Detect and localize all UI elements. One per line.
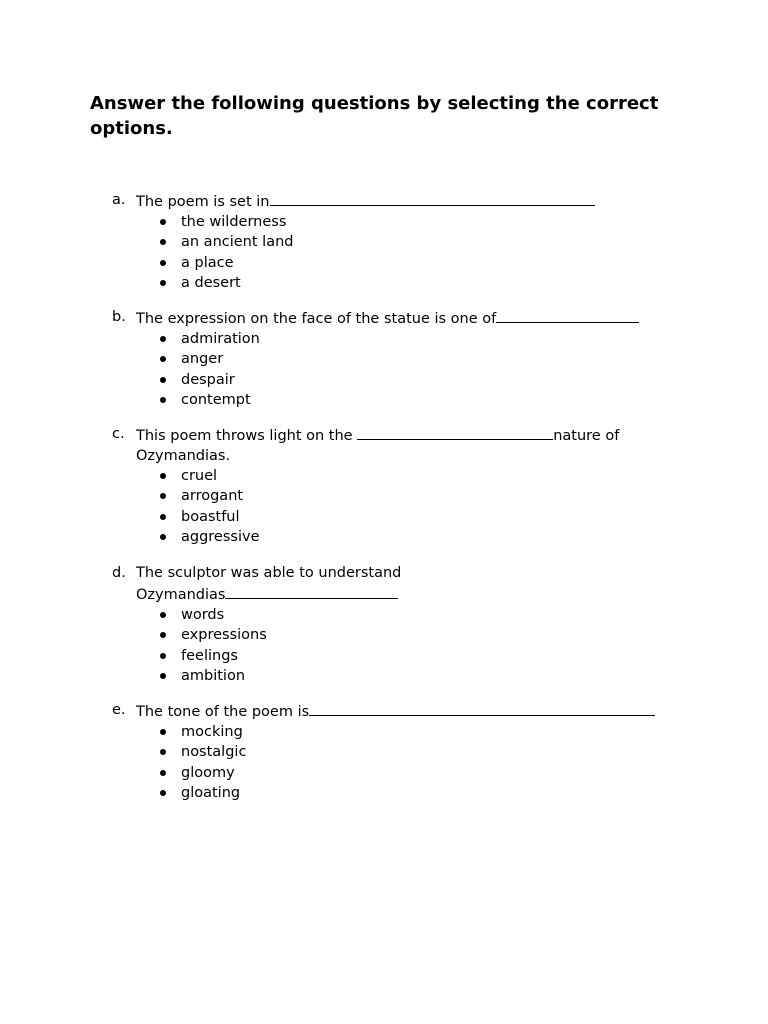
option-label: nostalgic [181,744,247,761]
bullet-icon [160,280,166,286]
question-letter: a. [112,192,126,208]
bullet-icon [160,632,166,638]
option-item[interactable] [158,390,712,410]
bullet-icon [160,473,166,479]
options-list [158,605,712,686]
bullet-icon [160,612,166,618]
question-a [112,190,712,293]
bullet-icon [160,260,166,266]
option-label: despair [181,371,235,388]
option-label: admiration [181,331,260,347]
option-item[interactable] [158,742,712,762]
question-d [112,563,712,686]
bullet-icon [160,377,166,383]
bullet-icon [160,336,166,342]
options-list [158,466,712,547]
bullet-icon [160,749,166,755]
bullet-icon [160,397,166,403]
question-letter: d. [112,565,126,581]
option-item[interactable] [158,646,712,666]
options-list [158,212,712,293]
question-continuation: Ozymandias. [136,448,231,464]
option-label: gloating [181,784,241,801]
option-label: anger [181,351,224,368]
bullet-icon [160,673,166,679]
question-text-after: nature of [553,428,620,444]
option-label: aggressive [181,528,260,545]
option-item[interactable] [158,232,712,252]
option-item[interactable] [158,527,712,547]
option-label: words [181,607,225,623]
option-item[interactable] [158,763,712,783]
question-text: The expression on the face of the statue is one of [136,311,497,327]
answer-blank[interactable] [225,583,398,599]
question-text: This poem throws light on the [136,428,358,444]
option-label: ambition [181,667,246,684]
bullet-icon [160,493,166,499]
option-item[interactable] [158,370,712,390]
option-label: arrogant [181,488,244,505]
question-c [112,424,712,547]
question-text: The tone of the poem is [136,704,310,720]
question-text: The poem is set in [136,194,270,210]
option-label: cruel [181,468,218,484]
option-label: expressions [181,627,267,644]
bullet-icon [160,219,166,225]
option-item[interactable] [158,722,712,742]
bullet-icon [160,653,166,659]
option-label: mocking [181,724,243,740]
option-label: the wilderness [181,214,287,230]
option-label: an ancient land [181,234,294,251]
option-item[interactable] [158,273,712,293]
question-letter: e. [112,702,126,718]
option-item[interactable] [158,212,712,232]
option-item[interactable] [158,605,712,625]
option-label: a desert [181,274,241,291]
bullet-icon [160,356,166,362]
question-e [112,700,712,803]
question-text: The sculptor was able to understand [136,565,402,581]
option-label: contempt [181,391,251,408]
question-continuation: Ozymandias [136,587,226,603]
option-item[interactable] [158,349,712,369]
options-list [158,722,712,803]
answer-blank[interactable] [496,307,639,323]
bullet-icon [160,239,166,245]
option-item[interactable] [158,329,712,349]
bullet-icon [160,514,166,520]
option-item[interactable] [158,466,712,486]
bullet-icon [160,790,166,796]
option-item[interactable] [158,625,712,645]
option-item[interactable] [158,486,712,506]
option-label: a place [181,254,234,271]
answer-blank[interactable] [309,700,655,716]
bullet-icon [160,770,166,776]
worksheet-heading: Answer the following questions by selecting the correct options. [90,93,659,139]
option-label: gloomy [181,764,235,781]
question-letter: b. [112,309,126,325]
question-b [112,307,712,410]
options-list [158,329,712,410]
bullet-icon [160,729,166,735]
question-letter: c. [112,426,125,442]
option-item[interactable] [158,507,712,527]
option-item[interactable] [158,666,712,686]
answer-blank[interactable] [270,190,595,206]
option-label: boastful [181,508,240,525]
bullet-icon [160,534,166,540]
option-item[interactable] [158,253,712,273]
option-item[interactable] [158,783,712,803]
option-label: feelings [181,647,238,664]
answer-blank[interactable] [357,424,553,440]
